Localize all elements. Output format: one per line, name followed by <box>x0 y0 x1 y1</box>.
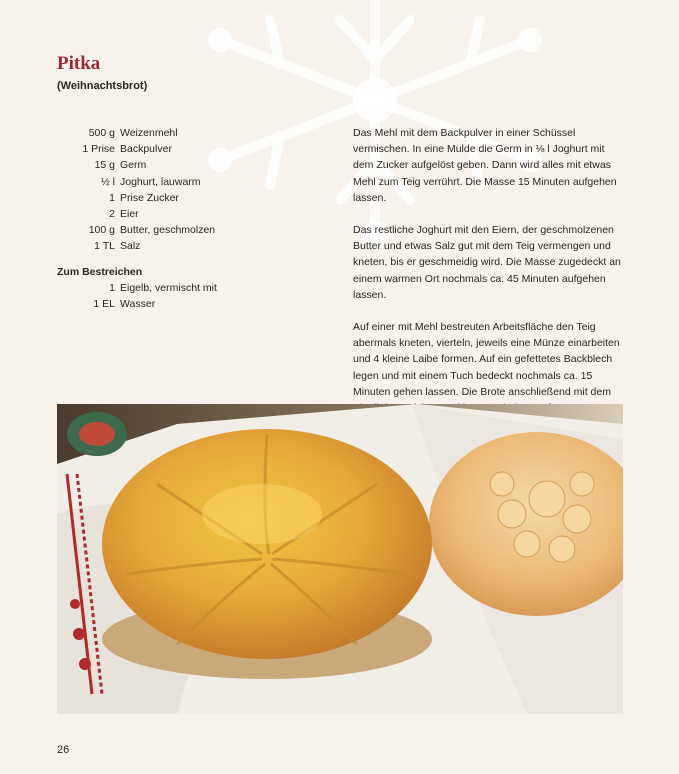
ingredient-row <box>57 222 217 238</box>
method-text <box>353 125 625 448</box>
page-number: 26 <box>57 744 70 756</box>
method-step: Das Mehl mit dem Backpulver in einer Schüssel vermischen. In eine Mulde die Germ in ⅛ l Joghurt mit dem Zucker aufgelöst geben. Dann wird alles mit etwas Mehl zum Teig verrührt. Die Masse 15 Minuten aufgehen lassen. <box>353 127 617 204</box>
ingredient-quantity: 100 g <box>88 224 115 237</box>
ingredient-row <box>57 280 217 296</box>
ingredient-quantity: 1 EL <box>93 297 115 310</box>
ingredient-row <box>57 296 217 312</box>
ingredient-name: Backpulver <box>120 143 172 156</box>
ingredient-row <box>57 125 217 141</box>
ingredient-list <box>57 125 217 312</box>
ingredient-name: Joghurt, lauwarm <box>120 175 201 188</box>
recipe-subtitle: (Weihnachtsbrot) <box>57 80 148 92</box>
topping-heading: Zum Bestreichen <box>57 265 143 278</box>
ingredient-row <box>57 141 217 157</box>
ingredient-quantity: 1 TL <box>94 240 115 253</box>
ingredient-name: Weizenmehl <box>120 127 178 140</box>
ingredient-name: Butter, geschmolzen <box>120 224 216 237</box>
ingredient-quantity: 1 <box>109 281 115 294</box>
method-step: Das restliche Joghurt mit den Eiern, der geschmolzenen Butter und etwas Salz gut mit dem Teig vermengen und kneten, bis er geschmeidig wird. Die Masse zugedeckt an einem warmen Ort nochmals ca. 45 Minuten aufgehen lassen. <box>353 224 621 301</box>
method-step: Auf einer mit Mehl bestreuten Arbeitsfläche den Teig abermals kneten, vierteln, jeweils eine Münze einarbeiten und 4 kleine Laibe formen. Auf ein gefettetes Backblech legen und mit einem Tuch bedeckt nochmals ca. 15 Minuten gehen lassen. Die Brote anschließend mit dem <box>353 321 620 398</box>
ingredient-name: Eigelb, vermischt mit <box>120 281 217 294</box>
ingredient-quantity: ½ l <box>100 175 115 188</box>
ingredient-name: Germ <box>120 159 147 172</box>
ingredient-row <box>57 157 217 173</box>
bread-illustration <box>57 404 623 714</box>
ingredient-name: Wasser <box>120 297 156 310</box>
ingredient-name: Salz <box>120 240 141 253</box>
ingredient-row <box>57 174 217 190</box>
ingredient-quantity: 15 g <box>94 159 115 172</box>
bread-photo <box>57 404 623 714</box>
ingredient-quantity: 1 <box>109 191 115 204</box>
ingredient-quantity: 1 Prise <box>82 143 115 156</box>
ingredient-name: Prise Zucker <box>120 191 179 204</box>
ingredient-row <box>57 190 217 206</box>
ingredient-row <box>57 206 217 222</box>
ingredient-row <box>57 238 217 254</box>
ingredient-name: Eier <box>120 208 139 221</box>
ingredient-quantity: 2 <box>109 208 115 221</box>
recipe-title: Pitka <box>57 53 101 74</box>
ingredient-quantity: 500 g <box>88 127 115 140</box>
